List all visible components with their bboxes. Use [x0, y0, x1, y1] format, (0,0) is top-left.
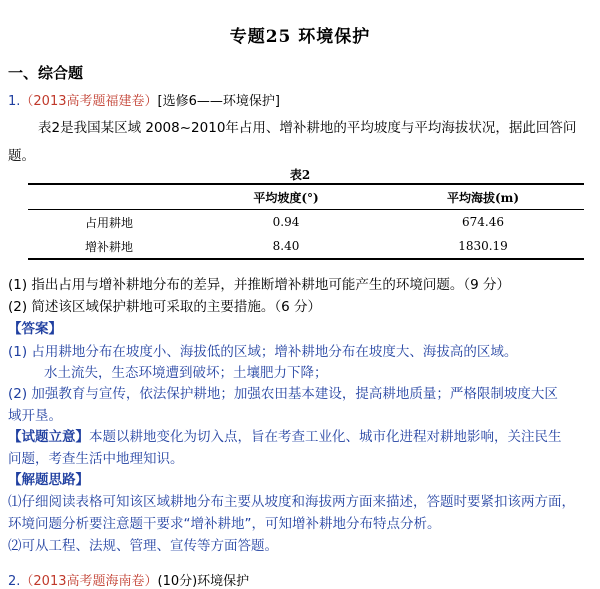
table-cell: 8.40	[272, 239, 300, 253]
table-cell: 增补耕地	[84, 239, 133, 254]
question-number: 1.	[8, 94, 21, 109]
data-table	[28, 183, 584, 260]
idea-line-3: ⑵可从工程、法规、管理、宣传等方面答题。	[8, 538, 278, 554]
table-cell: 674.46	[462, 215, 504, 229]
question-source: （2013高考题海南卷）	[20, 574, 158, 589]
table-header-row	[28, 184, 584, 210]
answer-2-line-1: (2) 加强教育与宣传，依法保护耕地；加强农田基本建设，提高耕地质量；严格限制坡度大区	[8, 386, 558, 402]
table-header-cell: 平均坡度(°)	[253, 190, 319, 205]
idea-label: 【解题思路】	[8, 472, 89, 488]
sub-question-1: (1) 指出占用与增补耕地分布的差异，并推断增补耕地可能产生的环境问题。（9 分）	[8, 277, 511, 293]
question-intro-line-1: 表2是我国某区域 2008~2010年占用、增补耕地的平均坡度与平均海拔状况，据此回答问	[38, 120, 577, 136]
section-heading: 一、综合题	[8, 64, 84, 82]
table-cell: 0.94	[272, 215, 300, 229]
answer-1-line-1: (1) 占用耕地分布在坡度小、海拔低的区域；增补耕地分布在坡度大、海拔高的区域。	[8, 344, 518, 360]
question-tail: (10分)环境保护	[157, 574, 250, 589]
idea-line-2: 环境问题分析要注意题干要求“增补耕地”，可知增补耕地分布特点分析。	[8, 516, 441, 532]
intent-label: 【试题立意】	[8, 429, 89, 445]
table-cell: 1830.19	[458, 239, 508, 253]
question-source: （2013高考题福建卷）	[20, 94, 158, 109]
idea-line-1: ⑴仔细阅读表格可知该区域耕地分布主要从坡度和海拔两方面来描述，答题时要紧扣该两方面，	[8, 494, 575, 510]
answer-1-line-2: 水土流失，生态环境遭到破坏；土壤肥力下降；	[44, 365, 328, 381]
table-cell: 占用耕地	[84, 215, 133, 230]
table-header-cell: 平均海拔(m)	[446, 190, 520, 205]
question-tag: [选修6——环境保护]	[157, 94, 280, 109]
question-intro-line-2: 题。	[8, 148, 35, 164]
question-number: 2.	[8, 574, 21, 589]
table-row	[28, 210, 584, 235]
table-header-cell	[28, 184, 190, 210]
intent-line-2: 问题，考查生活中地理知识。	[8, 451, 184, 467]
sub-question-2: (2) 简述该区域保护耕地可采取的主要措施。（6 分）	[8, 299, 322, 315]
page-title: 专题25 环境保护	[229, 27, 371, 47]
question-1-header	[8, 90, 280, 109]
question-2-header	[8, 570, 249, 589]
answer-2-line-2: 域开垦。	[8, 408, 62, 424]
table-row	[28, 234, 584, 259]
answer-label: 【答案】	[8, 321, 62, 337]
table-caption: 表2	[289, 168, 311, 182]
intent-text: 本题以耕地变化为切入点，旨在考查工业化、城市化进程对耕地影响，关注民生	[89, 429, 562, 445]
